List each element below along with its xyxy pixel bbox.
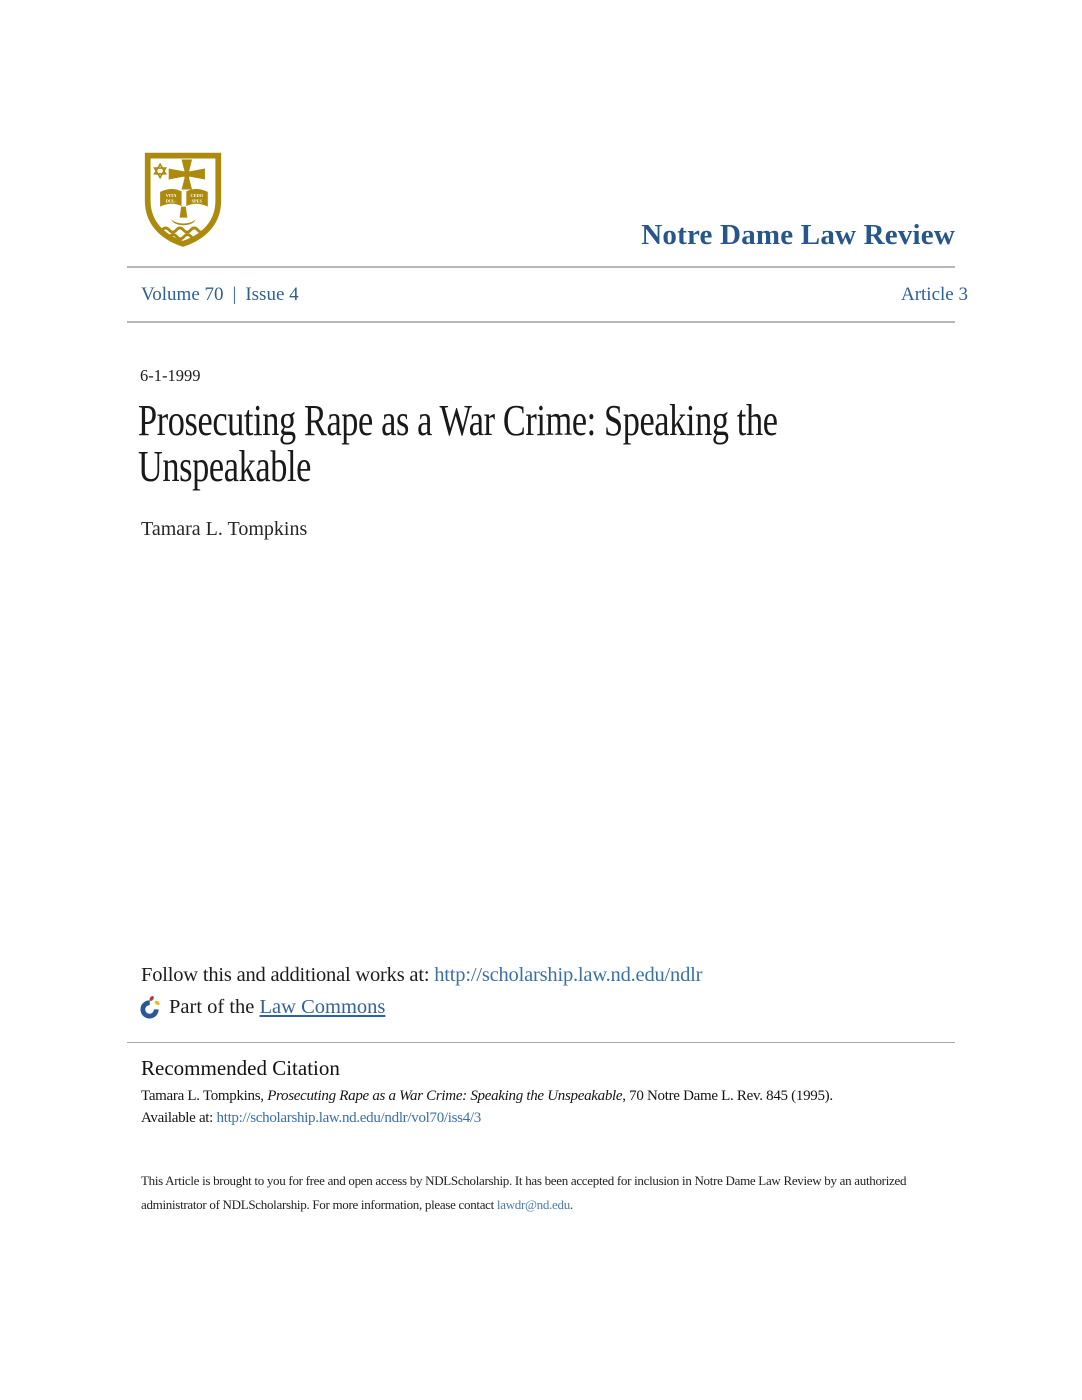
volume-link[interactable]: Volume 70 — [141, 284, 224, 305]
article-number: Article 3 — [900, 284, 968, 305]
citation-divider — [127, 1042, 955, 1043]
recommended-citation-heading: Recommended Citation — [141, 1056, 340, 1080]
issue-link[interactable]: Issue 4 — [245, 284, 299, 305]
motto-word: SPES — [191, 198, 203, 204]
motto-word: VITA — [165, 193, 177, 199]
article-title: Prosecuting Rape as a War Crime: Speaking the Unspeakable — [138, 396, 778, 492]
access-statement-period: . — [569, 1197, 573, 1213]
part-of-line — [139, 995, 385, 1020]
motto-word: DUL- — [165, 198, 177, 204]
motto-word: CEDO — [190, 193, 204, 199]
journal-title: Notre Dame Law Review — [641, 219, 955, 251]
follow-works-label: Follow this and additional works at: — [141, 964, 435, 986]
available-at-label: Available at: — [141, 1110, 217, 1127]
volume-issue-row — [141, 284, 968, 306]
header-divider-top — [127, 266, 955, 268]
repository-link[interactable]: http://scholarship.law.nd.edu/ndlr — [434, 964, 703, 986]
commons-network-icon — [139, 995, 162, 1020]
volume-issue — [141, 284, 299, 306]
part-of-text — [169, 996, 385, 1019]
citation-title-italic: Prosecuting Rape as a War Crime: Speaking the Unspeakable — [267, 1088, 623, 1104]
notre-dame-crest-icon — [142, 151, 224, 248]
part-of-label: Part of the — [169, 996, 260, 1018]
volume-issue-separator: | — [232, 284, 237, 305]
crest-artwork — [148, 156, 219, 244]
citation-text — [141, 1085, 941, 1129]
access-statement-text: This Article is brought to you for free and open access by NDLScholarship. It has been accepted for inclusion in Notre Dame Law Review by an authorized administrator of NDLScholarship. For more information, please contact — [141, 1173, 907, 1213]
access-statement — [141, 1169, 921, 1217]
publication-date: 6-1-1999 — [140, 366, 201, 385]
citation-suffix: , 70 Notre Dame L. Rev. 845 (1995). — [622, 1088, 833, 1104]
available-at-link[interactable]: http://scholarship.law.nd.edu/ndlr/vol70/iss4/3 — [216, 1110, 481, 1127]
contact-email-link[interactable]: lawdr@nd.edu — [496, 1197, 570, 1213]
article-author: Tamara L. Tompkins — [141, 518, 308, 540]
header-divider-bottom — [127, 321, 955, 323]
citation-author: Tamara L. Tompkins, — [141, 1088, 268, 1104]
law-commons-link[interactable]: Law Commons — [259, 996, 386, 1018]
follow-works-line — [141, 964, 702, 987]
